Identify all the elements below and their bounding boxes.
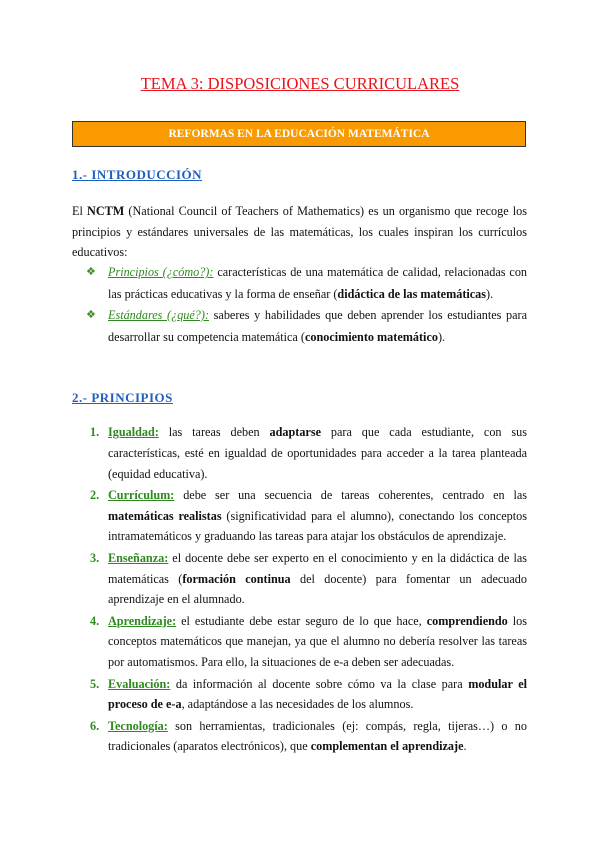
text-run: los conceptos matemáticos que manejan, ya que el alumno no debería resolver las tareas por automatismos. Para ello, la situaciones de e-a deben ser adecuadas.	[108, 613, 527, 670]
item-number: 2.	[90, 487, 100, 502]
intro-paragraph	[72, 201, 527, 263]
item-number: 4.	[90, 613, 100, 628]
bold-text: modular el proceso de e-a	[108, 676, 527, 712]
principle-item	[72, 548, 527, 610]
item-label: Tecnología:	[108, 718, 168, 733]
item-text	[108, 677, 527, 712]
bold-text: comprendiendo	[426, 613, 508, 628]
text-run: debe ser una secuencia de tareas coherentes, centrado en las	[174, 487, 527, 502]
bold-text: matemáticas realistas	[108, 508, 222, 523]
bullet-item	[72, 262, 527, 305]
principle-item	[72, 674, 527, 716]
text-run: saberes y habilidades que deben aprender los estudiantes para desarrollar su competencia matemática (	[108, 308, 528, 344]
item-number: 5.	[90, 676, 100, 691]
bold-text: didáctica de las matemáticas	[337, 286, 487, 301]
bold-text: formación continua	[182, 571, 291, 586]
text-run: da información al docente sobre cómo va la clase para	[170, 676, 469, 691]
item-text	[108, 551, 527, 607]
section-heading-introduccion: 1.- INTRODUCCIÓN	[72, 167, 203, 182]
text-run: son herramientas, tradicionales (ej: compás, regla, tijeras…) o no tradicionales (aparatos electrónicos), que	[108, 718, 527, 754]
text-run: el docente debe ser experto en el conocimiento y en la didáctica de las matemáticas (	[108, 550, 527, 586]
item-label: Igualdad:	[108, 425, 159, 439]
text-run: del docente) para fomentar un adecuado aprendizaje en el alumnado.	[108, 571, 527, 607]
section-heading-principios: 2.- PRINCIPIOS	[72, 390, 173, 405]
principle-item	[72, 716, 527, 758]
bold-text: NCTM	[87, 204, 125, 218]
item-label: Enseñanza:	[108, 550, 169, 565]
bold-text: complementan el aprendizaje	[310, 739, 464, 754]
text-run: características de una matemática de calidad, relacionadas con las prácticas educativas y la forma de enseñar (	[108, 265, 528, 301]
text-run: , adaptándose a las necesidades de los alumnos.	[181, 697, 414, 712]
text-run: el estudiante debe estar seguro de lo que hace,	[176, 613, 427, 628]
bold-text: adaptarse	[269, 425, 321, 439]
text-run: para que cada estudiante, con sus características, esté en igualdad de oportunidades para acceder a la tarea planteada (equidad educativa).	[108, 425, 527, 481]
bold-text: conocimiento matemático	[304, 329, 438, 344]
text-run: ).	[437, 329, 446, 344]
principle-item	[72, 485, 527, 547]
item-number: 3.	[90, 550, 100, 565]
diamond-bullet-icon: ❖	[86, 266, 96, 278]
text-run: ).	[486, 286, 494, 301]
item-number: 6.	[90, 718, 100, 733]
text-run: (significatividad para el alumno), conectando los conceptos intramatemáticos y graduando las tareas para atajar los obstáculos de aprendizaje.	[108, 508, 528, 544]
item-label: Aprendizaje:	[108, 613, 177, 628]
principle-item	[72, 422, 527, 484]
principles-list	[72, 422, 527, 758]
intro-bullet-list	[72, 262, 527, 348]
text-run: .	[463, 739, 467, 754]
item-label: Currículum:	[108, 487, 175, 502]
item-text	[108, 719, 527, 754]
bullet-item	[72, 305, 527, 348]
text-run: (National Council of Teachers of Mathematics) es un organismo que recoge los principios y estándares universales de las matemáticas, los cuales inspiran los currículos educativos:	[72, 204, 527, 260]
item-number: 1.	[90, 425, 100, 439]
text-run: las tareas deben	[158, 425, 270, 439]
item-text	[108, 425, 527, 481]
document-title: TEMA 3: DISPOSICIONES CURRICULARES	[140, 74, 460, 93]
bullet-label: Estándares (¿qué?):	[108, 308, 210, 322]
text-run: El	[72, 204, 88, 218]
item-label: Evaluación:	[108, 676, 171, 691]
section-banner: REFORMAS EN LA EDUCACIÓN MATEMÁTICA	[72, 121, 526, 147]
diamond-bullet-icon: ❖	[86, 309, 96, 321]
bullet-label: Principios (¿cómo?):	[108, 265, 214, 279]
principle-item	[72, 611, 527, 673]
